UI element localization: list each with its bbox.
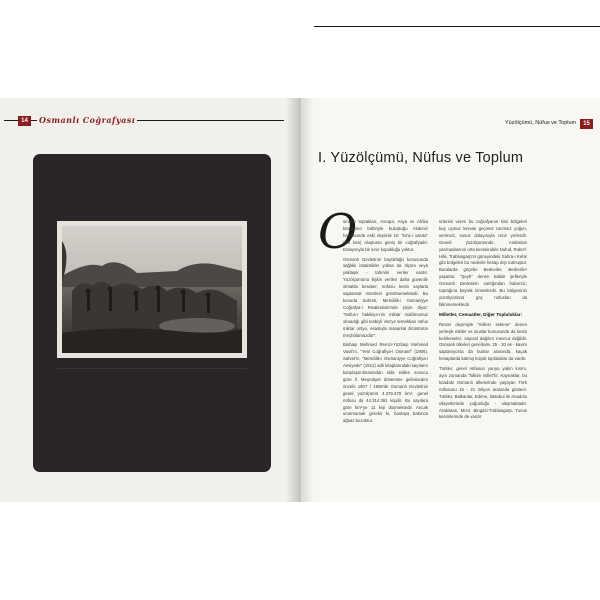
- right-header-rule: [314, 26, 600, 27]
- right-running-head: Yüzölçümü, Nüfus ve Toplum: [505, 120, 577, 126]
- book-gutter: [286, 98, 314, 502]
- section-heading: Milletler, Cemaatler, Diğer Topluluklar:: [439, 311, 523, 317]
- left-running-head: Osmanlı Coğrafyası: [39, 115, 136, 125]
- left-page: [0, 98, 300, 502]
- paragraph: smanlı toprakları, Avrupa, Asya ve Afrika kıtalarının birbiriyle buluştuğu Akdeniz havzasında eski deyimle bir "kıt'a-i vasıta" (üst kıta) oluşturan geniş bir coğrafyadır. Dolayısıyla bir sınır kopukluğu yoktur.: [343, 219, 428, 252]
- caption-rule: [57, 368, 247, 369]
- photo-panel: [33, 154, 271, 472]
- historical-photograph: [57, 221, 247, 358]
- chapter-title: I. Yüzölçümü, Nüfus ve Toplum: [318, 150, 524, 166]
- paragraph: ürlerimi veren bu coğrafyanın kimi bölgeleri kuş uçmaz kervan geçmez tarımsız yoğun, verimsiz, susuz dolayısıyla ıssız yerlerdir. Geneli yüzölçümünde, Arabistan yarımadasının orta kesimindeki Nufud, Rubü'l-Hâli, Trablusgarp'ın güneyindeki Sahra-i Kebir gibi bölgeleri bu nedenle hesap dışı tutmuştur. Buralarda göçebe Bedeviler, Berberiler yaşarlar. "Şeyh" denen kabile şefleriyle Osmanlı Devletinin varlığından habersiz, toprağına bayrak kimselerdir. Bu bölgeninin yüzölçümünü göç nüfusları da bilinmemektedir.: [439, 219, 527, 307]
- text-column-2: [439, 219, 527, 424]
- left-header-rule: [4, 115, 284, 125]
- left-page-number: 14: [18, 116, 31, 126]
- right-page-number: 15: [580, 119, 593, 129]
- paragraph: Osmanlı Devletinin büyüklüğü konusunda sağlıklı istatistikler yoksa da ölçüm veya yaklaşık - tahmini veriler vardır. Yüzölçümünü ilişkin verilen daha güvenilir olmakla beraber, nüfusu kesin saylarla saptamak mümkün görülmemektedir. Bu konuda Sahreti, Memâlik-i Osmaniyye Coğrafya-i Risalesinde'nde şöyle diyor: "Nüfus-ı hakikiye-nin miktar malûmumuz olmadığı gibi tesbiyli vüs'ye temekkan nüfus miktar ortiyo, esaslıyla masarkat ölcüstürün meçhûlümüzdür".: [343, 256, 428, 338]
- paragraph: Türkler, genel nüfusun yarıya yakın kısmı, aynı zamanda "hâkim millet"tir. Kaynaklar, bu kıtadaki Osmanlı ülkelerinde yaşayan Türk nüfusunu 15 - 21 milyon arasında gösterir. Türkler, Balkanlar, Edirne, İstanbul ile Anadolu vilayetlerinde yoğunluğu - ulaşmaktadır. Arabistan, Mısır, Bingazi-Trablusgarp, Tunus kesimlerinde de vardır.: [439, 366, 527, 420]
- drop-cap: O: [318, 204, 358, 260]
- text-column-1: [343, 219, 428, 428]
- paragraph: Resmi deyimiyle "millet-i sekene" denen yerleşik etkiler ve uluslar konusunda da kesin belirlemeler, sayısal dağılım mevcut değildir. Osmanlı ülkeleri genelinde, 25 - 30 ek - kavim saptanıyorsa da bunlar arasında, kaçak hesaplarda katmış küçük topluluklar da vardır.: [439, 321, 527, 362]
- paragraph: Binbaşı Mehmed Remzi-Yüzbaşı Mehmed Vasıf'ın, "Yeni Coğrafiya-i Osmanî" (1906), Safvet'in, "Memâlik-i Osmaniyye Coğrafiya-i Ansiyede" (1912) adlı kitaplarındaki sayıların karşılaştırılmasından elde edilen sonucu göre ll. Meşrutiyet dönemine gelinmeden önceki 1907 / 1908'de Osmanlı Devletinin genel yüzölçümü 4.379.479 km², genel nüfusu da 44.314.391 kişidir. Bu sayılara göre km²'ye 11 kişi düşmektedir. Ancak unutmamak gerekir ki, haritaya bakınca ağsaz bozuktur.: [343, 342, 428, 424]
